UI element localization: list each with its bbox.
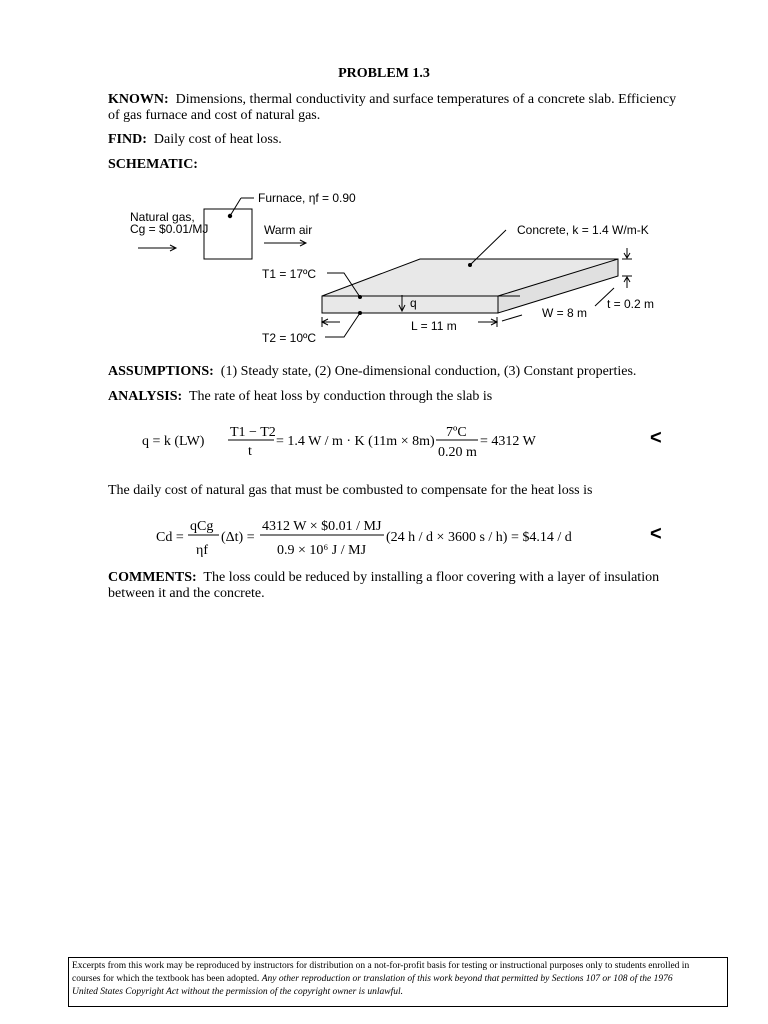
footer-line-2a: courses for which the textbook has been adopted.	[72, 974, 262, 984]
eq2-tail: (24 h / d × 3600 s / h) = $4.14 / d	[386, 530, 572, 545]
eq2-numerator-2: 4312 W × $0.01 / MJ	[262, 519, 382, 534]
length-label: L = 11 m	[411, 319, 457, 333]
thickness-label: t = 0.2 m	[607, 297, 655, 311]
assumptions-text: (1) Steady state, (2) One-dimensional conduction, (3) Constant properties.	[220, 364, 637, 379]
comments-text-2: between it and the concrete.	[108, 586, 265, 601]
schematic-diagram	[0, 180, 768, 360]
eq2-numerator-1: qCg	[190, 519, 214, 534]
furnace-label: Furnace, ηf = 0.90	[258, 191, 356, 205]
known-section	[108, 92, 688, 124]
daily-cost-text: The daily cost of natural gas that must be combusted to compensate for the heat loss is	[108, 483, 593, 498]
analysis-label: ANALYSIS:	[108, 389, 183, 404]
eq2-denominator-1: ηf	[196, 543, 208, 558]
find-label: FIND:	[108, 132, 147, 147]
t1-label: T1 = 17ºC	[262, 267, 317, 281]
answer-marker-1: <	[650, 427, 662, 449]
comments-section	[108, 570, 688, 602]
eq1-result: = 4312 W	[480, 434, 536, 449]
eq1-denominator: t	[248, 444, 252, 459]
assumptions-label: ASSUMPTIONS:	[108, 364, 214, 379]
gas-cost-label: Cg = $0.01/MJ	[130, 222, 209, 236]
eq1-numerator-2: 7ºC	[446, 425, 467, 440]
problem-title: PROBLEM 1.3	[338, 66, 430, 81]
comments-text: The loss could be reduced by installing a floor covering with a layer of insulation	[203, 570, 660, 585]
warm-air-label: Warm air	[264, 223, 313, 237]
known-text-2: of gas furnace and cost of natural gas.	[108, 108, 321, 123]
q-label: q	[410, 296, 417, 310]
find-text: Daily cost of heat loss.	[153, 132, 282, 147]
answer-marker-2: <	[650, 523, 662, 545]
width-label: W = 8 m	[542, 306, 588, 320]
assumptions-section	[108, 364, 688, 380]
footer-line-1: Excerpts from this work may be reproduced by instructors for distribution on a not-for-profit basis for testing or instructional purposes only to students enrolled in	[72, 961, 690, 971]
comments-label: COMMENTS:	[108, 570, 197, 585]
eq2-denominator-2: 0.9 × 10⁶ J / MJ	[277, 543, 367, 558]
footer-line-3: United States Copyright Act without the permission of the copyright owner is unlawful.	[72, 987, 403, 997]
footer-line-2b: Any other reproduction or translation of this work beyond that permitted by Sections 107 or 108 of the 1976	[261, 974, 673, 984]
schematic-label: SCHEMATIC:	[108, 157, 198, 172]
eq1-middle: = 1.4 W / m · K (11m × 8m)	[276, 434, 435, 449]
concrete-label: Concrete, k = 1.4 W/m-K	[517, 223, 649, 237]
find-section	[108, 132, 688, 148]
analysis-text: The rate of heat loss by conduction through the slab is	[188, 389, 493, 404]
natural-gas-label: Natural gas,	[130, 210, 195, 224]
known-text: Dimensions, thermal conductivity and surface temperatures of a concrete slab. Efficiency	[175, 92, 677, 107]
analysis-section	[108, 389, 688, 405]
eq1-numerator: T1 − T2	[230, 425, 276, 440]
known-label: KNOWN:	[108, 92, 169, 107]
eq2-lhs: Cd =	[156, 530, 184, 545]
eq2-delta-t: (Δt) =	[221, 530, 255, 545]
copyright-footer	[68, 957, 728, 1007]
eq1-denominator-2: 0.20 m	[438, 445, 477, 460]
t2-label: T2 = 10ºC	[262, 331, 317, 345]
eq1-lhs: q = k (LW)	[142, 434, 205, 449]
